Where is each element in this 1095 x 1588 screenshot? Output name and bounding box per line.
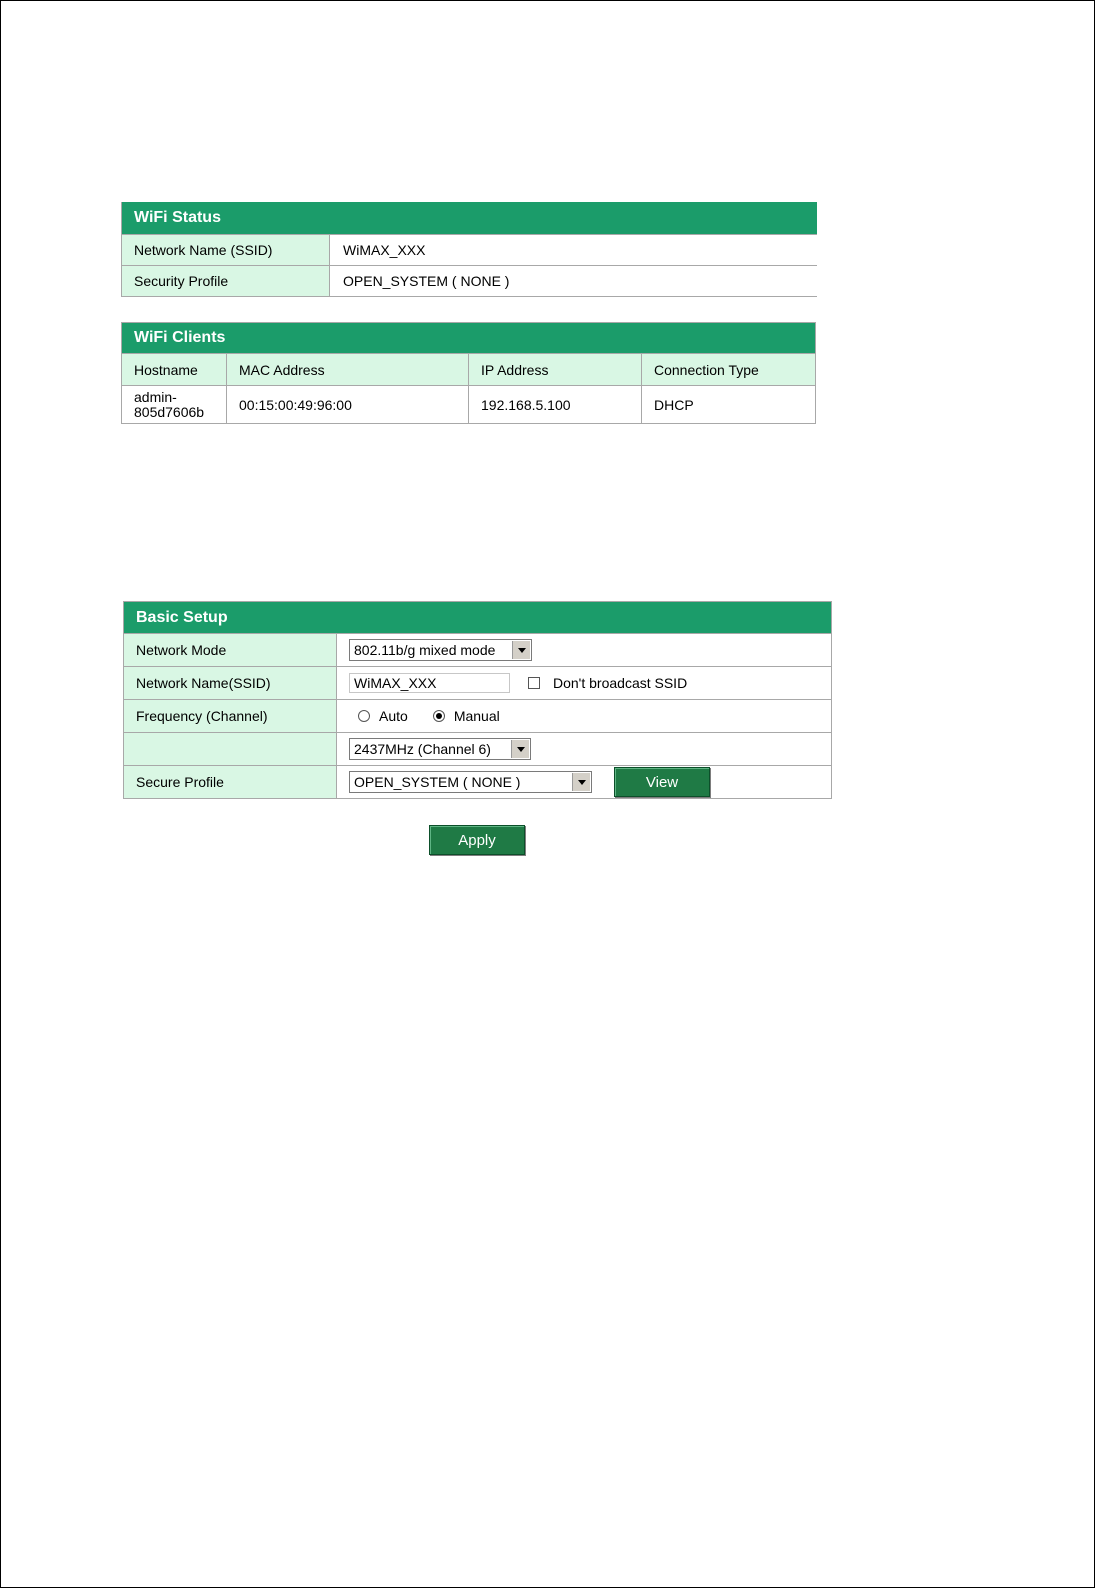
auto-radio[interactable] — [358, 710, 370, 722]
table-row — [122, 385, 815, 423]
security-profile-status-row — [122, 265, 817, 297]
secure-profile-select[interactable] — [349, 771, 592, 793]
hide-ssid-checkbox[interactable] — [528, 677, 540, 689]
column-hostname: Hostname — [122, 354, 227, 385]
network-mode-select-value: 802.11b/g mixed mode — [354, 642, 496, 658]
wifi-status-title: WiFi Status — [122, 202, 817, 234]
manual-radio-label: Manual — [453, 708, 500, 724]
client-connection-type: DHCP — [654, 396, 694, 413]
frequency-label: Frequency (Channel) — [124, 700, 337, 732]
apply-button[interactable]: Apply — [429, 825, 525, 855]
network-mode-row — [124, 633, 831, 666]
view-button[interactable]: View — [614, 767, 710, 797]
hide-ssid-label: Don't broadcast SSID — [553, 675, 688, 691]
auto-radio-label: Auto — [379, 708, 408, 724]
chevron-down-icon[interactable] — [512, 641, 530, 659]
frequency-row — [124, 699, 831, 732]
chevron-down-icon[interactable] — [511, 740, 529, 758]
wifi-clients-title: WiFi Clients — [122, 323, 815, 353]
ssid-status-row — [122, 234, 817, 265]
ssid-row — [124, 666, 831, 699]
channel-label-empty — [124, 733, 337, 765]
manual-radio[interactable] — [433, 710, 445, 722]
network-mode-select[interactable] — [349, 639, 532, 661]
secure-profile-select-value: OPEN_SYSTEM ( NONE ) — [354, 774, 521, 790]
channel-select-value: 2437MHz (Channel 6) — [354, 741, 491, 757]
ssid-status-value: WiMAX_XXX — [330, 235, 817, 265]
column-mac-address: MAC Address — [227, 354, 469, 385]
client-ip: 192.168.5.100 — [469, 386, 642, 423]
column-connection-type: Connection Type — [654, 361, 759, 378]
secure-profile-label: Secure Profile — [124, 766, 337, 798]
ssid-label: Network Name(SSID) — [124, 667, 337, 699]
basic-setup-title: Basic Setup — [124, 602, 831, 633]
secure-profile-row — [124, 765, 831, 798]
client-hostname — [122, 386, 227, 423]
client-hostname-line1: admin- — [134, 388, 177, 405]
security-profile-status-value: OPEN_SYSTEM ( NONE ) — [330, 266, 817, 296]
column-ip-address: IP Address — [469, 354, 642, 385]
wifi-clients-panel — [121, 322, 816, 424]
network-mode-label: Network Mode — [124, 634, 337, 666]
basic-setup-panel — [123, 601, 832, 799]
client-hostname-line2: 805d7606b — [134, 403, 205, 420]
wifi-status-panel — [121, 202, 817, 297]
chevron-down-icon[interactable] — [572, 773, 590, 791]
security-profile-status-label: Security Profile — [122, 266, 330, 296]
client-mac: 00:15:00:49:96:00 — [227, 386, 469, 423]
channel-row — [124, 732, 831, 765]
channel-select[interactable] — [349, 738, 531, 760]
clients-header-row — [122, 353, 815, 385]
ssid-status-label: Network Name (SSID) — [122, 235, 330, 265]
ssid-input[interactable] — [349, 673, 510, 693]
